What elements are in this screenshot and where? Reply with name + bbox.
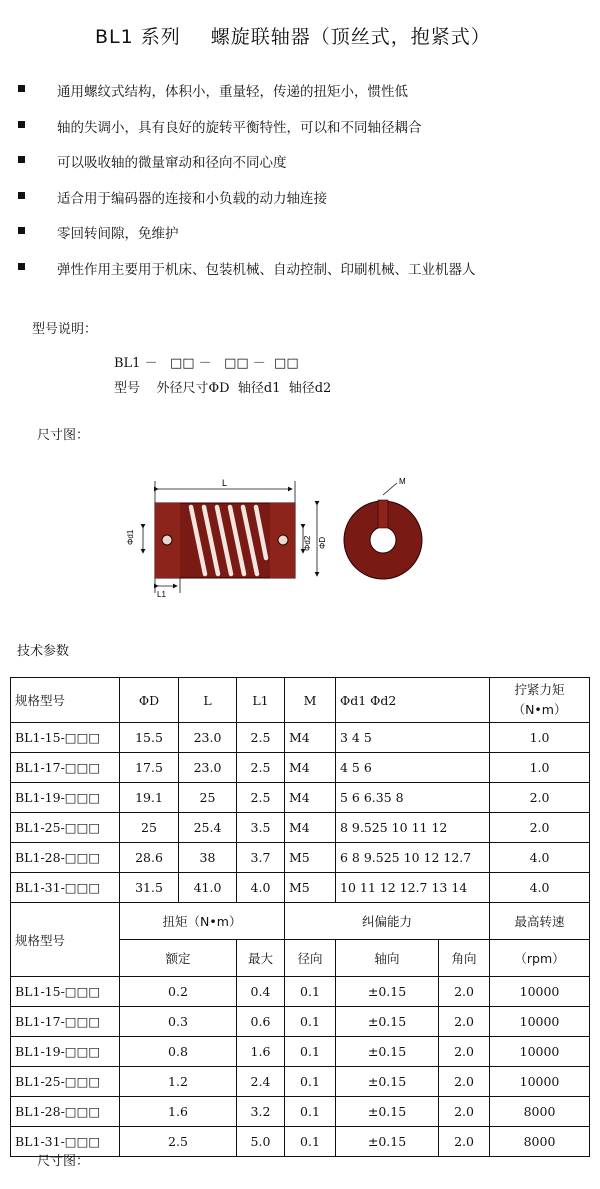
table-row: BL1-25-□□□ 25 25.4 3.5 M4 8 9.525 10 11 12 2.0 <box>11 813 590 843</box>
square-bullet-icon <box>18 263 25 270</box>
header-cell: 最大 <box>237 940 285 977</box>
dimension-heading: 尺寸图： <box>37 428 90 443</box>
feature-item: 通用螺纹式结构，体积小，重量轻，传递的扭矩小，惯性低 <box>18 80 588 116</box>
label-L: L <box>222 478 228 488</box>
header-cell: 最高转速 <box>490 903 590 940</box>
title-series: BL1 系列 <box>95 26 181 48</box>
title-name: 螺旋联轴器（顶丝式，抱紧式） <box>210 26 491 48</box>
table-row: BL1-17-□□□ 0.3 0.6 0.1 ±0.15 2.0 10000 <box>11 1007 590 1037</box>
header-cell: 规格型号 <box>11 903 120 977</box>
header-cell: L <box>179 678 237 723</box>
header-cell: （rpm） <box>490 940 590 977</box>
table-row: BL1-28-□□□ 1.6 3.2 0.1 ±0.15 2.0 8000 <box>11 1097 590 1127</box>
header-cell: 额定 <box>120 940 237 977</box>
header-cell: ΦD <box>120 678 179 723</box>
header-cell: 规格型号 <box>11 678 120 723</box>
table-row: BL1-15-□□□ 0.2 0.4 0.1 ±0.15 2.0 10000 <box>11 977 590 1007</box>
model-legend: 型号 外径尺寸ΦD 轴径d1 轴径d2 <box>114 381 332 396</box>
header-cell: Φd1 Φd2 <box>336 678 490 723</box>
table-row: BL1-19-□□□ 0.8 1.6 0.1 ±0.15 2.0 10000 <box>11 1037 590 1067</box>
label-M: M <box>399 477 406 486</box>
header-cell: 径向 <box>285 940 336 977</box>
header-cell: 角向 <box>439 940 490 977</box>
model-heading: 型号说明： <box>32 322 98 337</box>
feature-item: 轴的失调小，具有良好的旋转平衡特性，可以和不同轴径耦合 <box>18 116 588 152</box>
square-bullet-icon <box>18 121 25 128</box>
table-row: BL1-19-□□□ 19.1 25 2.5 M4 5 6 6.35 8 2.0 <box>11 783 590 813</box>
label-d2: Φd2 <box>303 535 312 551</box>
square-bullet-icon <box>18 156 25 163</box>
feature-item: 可以吸收轴的微量窜动和径向不同心度 <box>18 151 588 187</box>
table-row: BL1-15-□□□ 15.5 23.0 2.5 M4 3 4 5 1.0 <box>11 723 590 753</box>
footer-dimension-heading: 尺寸图： <box>37 1154 90 1169</box>
label-L1: L1 <box>157 590 166 598</box>
feature-item: 零回转间隙，免维护 <box>18 222 588 258</box>
spec-table <box>10 677 590 1157</box>
label-d1: Φd1 <box>126 529 135 545</box>
header-cell: 拧紧力矩 （N•m） <box>490 678 590 723</box>
header-cell: M <box>285 678 336 723</box>
table-row: BL1-25-□□□ 1.2 2.4 0.1 ±0.15 2.0 10000 <box>11 1067 590 1097</box>
model-code: BL1 － □□ － □□ － □□ <box>114 356 299 371</box>
table-header-row <box>11 903 590 940</box>
feature-list <box>18 80 588 293</box>
table-row: BL1-31-□□□ 31.5 41.0 4.0 M5 10 11 12 12.7 13 14 4.0 <box>11 873 590 903</box>
header-cell: 扭矩（N•m） <box>120 903 285 940</box>
header-cell: L1 <box>237 678 285 723</box>
header-cell: 轴向 <box>336 940 439 977</box>
square-bullet-icon <box>18 192 25 199</box>
table-row: BL1-17-□□□ 17.5 23.0 2.5 M4 4 5 6 1.0 <box>11 753 590 783</box>
header-cell: 纠偏能力 <box>285 903 490 940</box>
square-bullet-icon <box>18 85 25 92</box>
table-header-row <box>11 678 590 723</box>
feature-item: 适合用于编码器的连接和小负载的动力轴连接 <box>18 187 588 223</box>
coupling-dimension-diagram <box>125 473 430 598</box>
table-row: BL1-31-□□□ 2.5 5.0 0.1 ±0.15 2.0 8000 <box>11 1127 590 1157</box>
tech-heading: 技术参数 <box>17 644 70 659</box>
page-title <box>95 22 491 49</box>
label-D: ΦD <box>318 536 327 549</box>
feature-item: 弹性作用主要用于机床、包装机械、自动控制、印刷机械、工业机器人 <box>18 258 588 294</box>
square-bullet-icon <box>18 227 25 234</box>
table-row: BL1-28-□□□ 28.6 38 3.7 M5 6 8 9.525 10 12 12.7 4.0 <box>11 843 590 873</box>
